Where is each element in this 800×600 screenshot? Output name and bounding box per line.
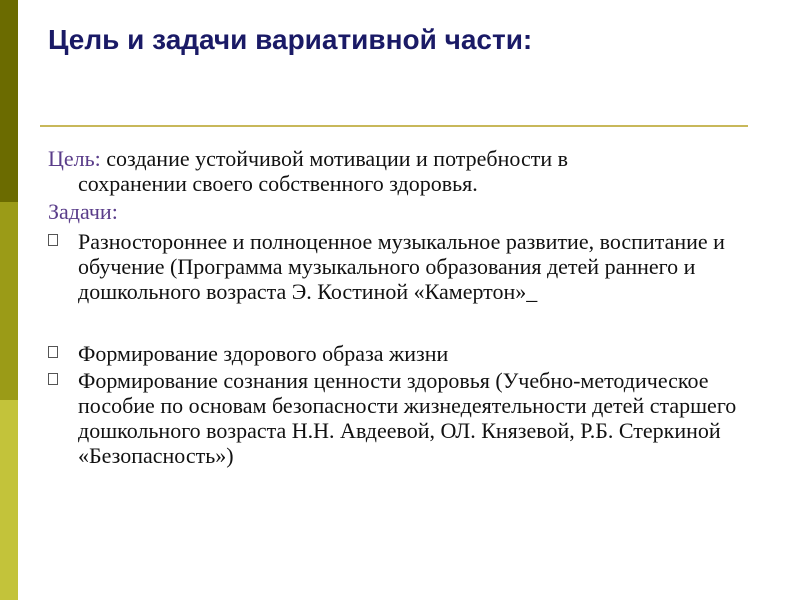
goal-text-line1: создание устойчивой мотивации и потребности в	[100, 146, 568, 171]
task-item-1	[48, 229, 760, 304]
square-bullet-icon	[48, 346, 58, 358]
slide-body	[48, 146, 760, 468]
slide-title: Цель и задачи вариативной части:	[48, 24, 533, 55]
task-text: Разностороннее и полноценное музыкальное развитие, воспитание и обучение (Программа музыкального образования детей раннего и дошкольного возраста Э. Костиной «Камертон»_	[78, 229, 725, 304]
square-bullet-icon	[48, 234, 58, 246]
goal-paragraph	[48, 146, 760, 196]
side-accent-segment-top	[0, 0, 18, 202]
goal-label: Цель:	[48, 146, 101, 171]
side-accent-segment-bottom	[0, 400, 18, 600]
task-item-2	[48, 341, 760, 366]
task-item-3	[48, 368, 760, 468]
goal-text-line2: сохранении своего собственного здоровья.	[78, 171, 478, 196]
task-text: Формирование сознания ценности здоровья (Учебно-методическое пособие по основам безопасности жизнедеятельности детей старшего дошкольного возраста Н.Н. Авдеевой, ОЛ. Князевой, Р.Б. Стеркиной «Безопасность»)	[78, 368, 737, 468]
tasks-label: Задачи:	[48, 199, 118, 224]
side-accent-segment-middle	[0, 202, 18, 400]
spacer	[48, 304, 760, 341]
title-divider	[40, 125, 748, 127]
task-text: Формирование здорового образа жизни	[78, 341, 449, 366]
side-accent-bar	[0, 0, 18, 600]
square-bullet-icon	[48, 373, 58, 385]
